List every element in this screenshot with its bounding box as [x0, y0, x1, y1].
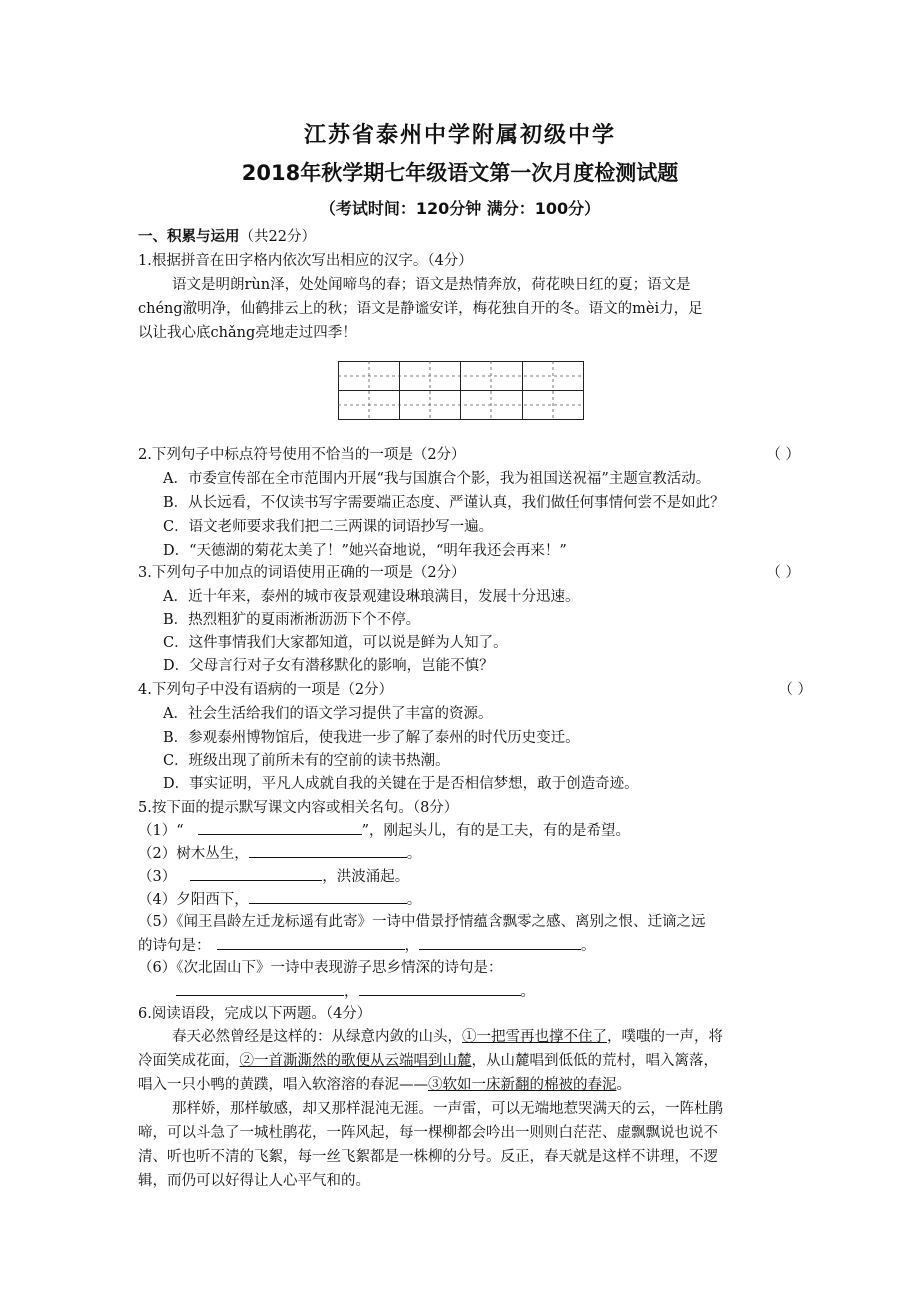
- q2-option-c: C．语文老师要求我们把二三两课的词语抄写一遍。: [163, 519, 494, 535]
- q2-option-b: B．从长远看，不仅读书写字需要端正态度、严谨认真，我们做任何事情何尝不是如此？: [163, 495, 725, 511]
- q3-stem-text: 3.下列句子中加点的词语使用正确的一项是（2分）: [138, 565, 466, 581]
- tianzige-grid-svg: [338, 361, 584, 420]
- q5-item-5-blanks: [138, 934, 800, 957]
- passage-text: ，从山麓唱到低低的荒村，唱入篱落，: [471, 1053, 718, 1069]
- q5-item-3: [138, 865, 800, 888]
- q5-text: （4）夕阳西下，: [138, 892, 249, 908]
- q4-stem-text: 4.下列句子中没有语病的一项是（2分）: [138, 682, 394, 698]
- fill-blank[interactable]: [176, 980, 344, 996]
- underlined-sentence-3: ③软如一床新翻的棉被的春泥: [428, 1077, 617, 1093]
- q3-stem: [138, 562, 800, 584]
- q2-stem: [138, 444, 800, 466]
- q5-item-1: [138, 819, 800, 842]
- q5-text: ，洪波涌起。: [322, 869, 410, 885]
- answer-paren[interactable]: （ ）: [766, 565, 800, 581]
- q6-passage-line: [172, 1026, 800, 1048]
- fill-blank[interactable]: [190, 865, 322, 881]
- q5-text: ，: [344, 984, 359, 1000]
- q6-passage-line: 啼，可以斗急了一城杜鹃花，一阵风起，每一棵柳都会吟出一则则白茫茫、虚飘飘说也说不: [138, 1125, 718, 1141]
- passage-text: 冷面笑成花面，: [138, 1053, 240, 1069]
- q3-option-a: A．近十年来，泰州的城市夜景观建设琳琅满目，发展十分迅速。: [163, 589, 580, 605]
- q5-item-2: [138, 842, 800, 865]
- q3-option-c: C．这件事情我们大家都知道，可以说是鲜为人知了。: [163, 635, 508, 651]
- fill-blank[interactable]: [419, 934, 581, 950]
- q6-stem: 6.阅读语段，完成以下两题。（4分）: [138, 1006, 372, 1022]
- q5-text: （1）“: [138, 823, 184, 839]
- q1-passage-line: 语文是明朗rùn泽，处处闻啼鸟的春；语文是热情奔放，荷花映日红的夏；语文是: [172, 277, 691, 293]
- q4-option-a: A．社会生活给我们的语文学习提供了丰富的资源。: [163, 706, 493, 722]
- fill-blank[interactable]: [359, 980, 521, 996]
- passage-text: 春天必然曾经是这样的：从绿意内敛的山头，: [172, 1029, 462, 1045]
- q5-item-4: [138, 888, 800, 911]
- q6-passage-line: 辑，而仍可以好得让人心平气和的。: [138, 1173, 370, 1189]
- q4-stem: [138, 679, 812, 701]
- school-name: 江苏省泰州中学附属初级中学: [303, 123, 616, 148]
- q5-item-6-blanks: [138, 980, 800, 1003]
- passage-text: 唱入一只小鸭的黄蹼，唱入软溶溶的春泥——: [138, 1077, 428, 1093]
- q5-text: ，: [404, 938, 419, 954]
- q5-text: 。: [406, 892, 422, 908]
- q5-text: 。: [406, 846, 422, 862]
- q4-option-d: D．事实证明，平凡人成就自我的关键在于是否相信梦想，敢于创造奇迹。: [163, 776, 639, 792]
- q5-stem: 5.按下面的提示默写课文内容或相关名句。（8分）: [138, 800, 459, 816]
- exam-info: （考试时间：120分钟 满分：100分）: [319, 199, 601, 218]
- q6-passage-line: 清、听也听不清的飞絮，每一丝飞絮都是一株柳的分号。反正，春天就是这样不讲理，不逻: [138, 1149, 718, 1165]
- tianzige-grid[interactable]: [338, 361, 584, 420]
- section-1-heading: [138, 226, 800, 248]
- q6-passage-line: [138, 1074, 800, 1096]
- q4-option-b: B．参观泰州博物馆后，使我进一步了解了泰州的时代历史变迁。: [163, 730, 580, 746]
- fill-blank[interactable]: [217, 934, 405, 950]
- q5-text: （2）树木丛生，: [138, 846, 249, 862]
- section-title: 一、积累与运用: [138, 229, 240, 245]
- underlined-sentence-2: ②一首澌澌然的歌便从云端唱到山麓: [239, 1053, 472, 1069]
- q5-text: 。: [581, 938, 596, 954]
- q5-text: ”，刚起头儿，有的是工夫，有的是希望。: [361, 823, 631, 839]
- q5-item-6: （6）《次北固山下》一诗中表现游子思乡情深的诗句是：: [138, 960, 503, 976]
- fill-blank[interactable]: [249, 888, 407, 904]
- q1-passage-line: chéng澈明净，仙鹤排云上的秋；语文是静谧安详，梅花独自开的冬。语文的mèi力，足: [138, 301, 703, 317]
- q1-stem: 1.根据拼音在田字格内依次写出相应的汉字。（4分）: [138, 253, 473, 269]
- q2-option-d: D．“天德湖的菊花太美了！”她兴奋地说，“明年我还会再来！”: [163, 543, 567, 559]
- fill-blank[interactable]: [198, 819, 362, 835]
- q3-option-d: D．父母言行对子女有潜移默化的影响，岂能不慎？: [163, 658, 494, 674]
- q4-option-c: C．班级出现了前所未有的空前的读书热潮。: [163, 753, 450, 769]
- q1-passage-line: 以让我心底chǎng亮地走过四季！: [138, 325, 357, 341]
- answer-paren[interactable]: （ ）: [778, 682, 812, 698]
- q2-option-a: A．市委宣传部在全市范围内开展“我与国旗合个影，我为祖国送祝福”主题宣教活动。: [163, 471, 711, 487]
- section-points: （共22分）: [239, 229, 316, 245]
- exam-title: 2018年秋学期七年级语文第一次月度检测试题: [241, 161, 679, 185]
- q6-passage-line: [138, 1050, 800, 1072]
- q5-item-5: （5）《闻王昌龄左迁龙标遥有此寄》一诗中借景抒情蕴含飘零之感、离别之恨、迁谪之远: [138, 914, 706, 930]
- q5-text: 。: [520, 984, 535, 1000]
- passage-text: ，噗嗤的一声，将: [607, 1029, 723, 1045]
- underlined-sentence-1: ①一把雪再也撑不住了: [462, 1029, 607, 1045]
- q6-passage-line: 那样娇，那样敏感，却又那样混沌无涯。一声雷，可以无端地惹哭满天的云，一阵杜鹃: [172, 1101, 723, 1117]
- q3-option-b: B．热烈粗犷的夏雨淅淅沥沥下个不停。: [163, 612, 421, 628]
- answer-paren[interactable]: （ ）: [766, 447, 800, 463]
- q5-text: 的诗句是：: [138, 938, 211, 954]
- q5-text: （3）: [138, 869, 177, 885]
- passage-text: 。: [616, 1077, 631, 1093]
- fill-blank[interactable]: [249, 842, 407, 858]
- q2-stem-text: 2.下列句子中标点符号使用不恰当的一项是（2分）: [138, 447, 466, 463]
